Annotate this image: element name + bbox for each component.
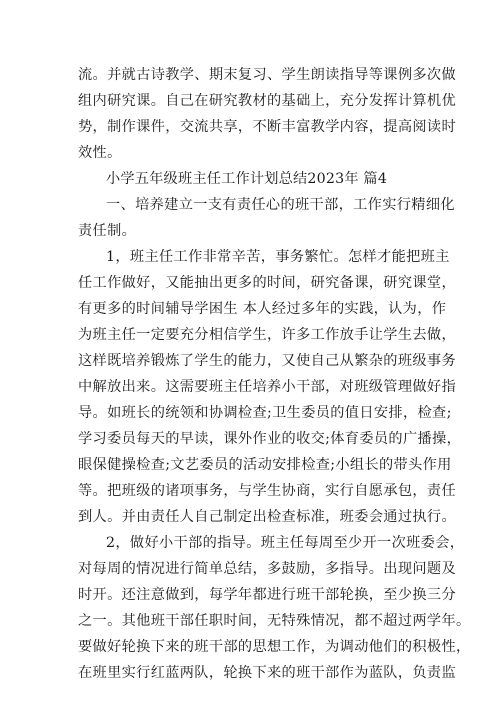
text-line: 等。把班级的诸项事务，与学生协商，实行自愿承包，责任 xyxy=(78,483,456,499)
text-line: 责任制。 xyxy=(78,223,137,239)
text-line: 一、培养建立一支有责任心的班干部，工作实行精细化 xyxy=(106,197,455,213)
text-line: 为班主任一定要充分相信学生，许多工作放手让学生去做， xyxy=(78,327,456,343)
text-line: 任工作做好，又能抽出更多的时间，研究备课，研究课堂， xyxy=(78,275,456,291)
text-line: 在班里实行红蓝两队，轮换下来的班干部作为蓝队，负责监 xyxy=(78,665,456,681)
section-title: 小学五年级班主任工作计划总结2023年 篇4 xyxy=(106,171,388,187)
text-line: 效性。 xyxy=(78,145,122,161)
text-line: 有更多的时间辅导学困生 本人经过多年的实践，认为，作 xyxy=(78,301,447,317)
text-line: 时开。还注意做到，每学年都进行班干部轮换，至少换三分 xyxy=(78,587,456,603)
text-line: 学习委员每天的早读，课外作业的收交;体育委员的广播操， xyxy=(78,431,462,447)
text-line: 流。并就古诗教学、期末复习、学生朗读指导等课例多次做 xyxy=(78,67,456,83)
text-line: 到人。并由责任人自己制定出检查标准，班委会通过执行。 xyxy=(78,509,456,525)
text-line: 1，班主任工作非常辛苦，事务繁忙。怎样才能把班主 xyxy=(106,249,450,265)
text-line: 组内研究课。自己在研究教材的基础上，充分发挥计算机优 xyxy=(78,93,456,109)
text-line: 之一。其他班干部任职时间，无特殊情况，都不超过两学年。 xyxy=(78,613,471,629)
text-line: 2，做好小干部的指导。班主任每周至少开一次班委会， xyxy=(106,535,465,551)
text-line: 导。如班长的统领和协调检查;卫生委员的值日安排，检查; xyxy=(78,405,452,421)
text-line: 中解放出来。这需要班主任培养小干部，对班级管理做好指 xyxy=(78,379,456,395)
text-line: 势，制作课件，交流共享，不断丰富教学内容，提高阅读时 xyxy=(78,119,456,135)
text-line: 对每周的情况进行简单总结，多鼓励，多指导。出现问题及 xyxy=(78,561,456,577)
text-line: 眼保健操检查;文艺委员的活动安排检查;小组长的带头作用 xyxy=(78,457,452,473)
text-line: 这样既培养锻炼了学生的能力，又使自己从繁杂的班级事务 xyxy=(78,353,456,369)
text-line: 要做好轮换下来的班干部的思想工作，为调动他们的积极性， xyxy=(78,639,471,655)
